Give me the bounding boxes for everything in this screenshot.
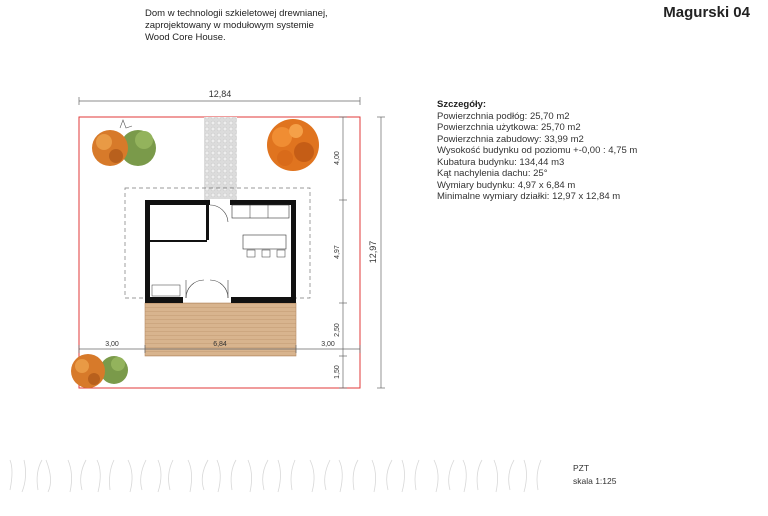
footer-label: PZT (573, 463, 590, 473)
detail-line: Powierzchnia zabudowy: 33,99 m2 (437, 133, 584, 145)
detail-line: Kąt nachylenia dachu: 25° (437, 168, 548, 179)
decorative-sketch (10, 460, 541, 492)
details-heading: Szczegóły: (437, 99, 487, 110)
detail-line: Minimalne wymiary działki: 12,97 x 12,84 m (437, 191, 621, 202)
terrace (145, 303, 296, 356)
intro-line: zaprojektowany w modułowym systemie (145, 20, 314, 31)
dimension-right-segment-label: 1,50 (334, 365, 341, 379)
dimension-right-segment-label: 4,97 (334, 245, 341, 259)
dimension-bottom-right-label: 3,00 (321, 341, 335, 348)
dimension-right (377, 117, 385, 388)
footer-scale: skala 1:125 (573, 476, 617, 486)
tree-top-right (267, 119, 319, 171)
detail-line: Kubatura budynku: 134,44 m3 (437, 156, 565, 168)
detail-line: Wymiary budynku: 4,97 x 6,84 m (437, 179, 576, 191)
dimension-right-segment-label: 2,50 (334, 323, 341, 337)
detail-line: Wysokość budynku od poziomu +-0,00 : 4,75 m (437, 145, 638, 156)
detail-line: Powierzchnia podłóg: 25,70 m2 (437, 110, 570, 122)
dimension-top-label: 12,84 (208, 89, 232, 99)
intro-line: Dom w technologii szkieletowej drewnianej, (145, 8, 328, 19)
house-floor-plan (145, 199, 296, 303)
dimension-bottom-left-label: 3,00 (105, 341, 119, 348)
paved-path (204, 117, 237, 202)
tree-bottom-left (71, 354, 128, 388)
dimension-right-segment-label: 4,00 (334, 151, 341, 165)
page-title: Magurski 04 (663, 4, 750, 21)
dimension-right-label: 12,97 (368, 240, 378, 264)
tree-top-left (92, 120, 156, 166)
detail-line: Powierzchnia użytkowa: 25,70 m2 (437, 122, 581, 133)
dimension-bottom-center-label: 6,84 (213, 341, 227, 348)
intro-line: Wood Core House. (145, 32, 226, 43)
